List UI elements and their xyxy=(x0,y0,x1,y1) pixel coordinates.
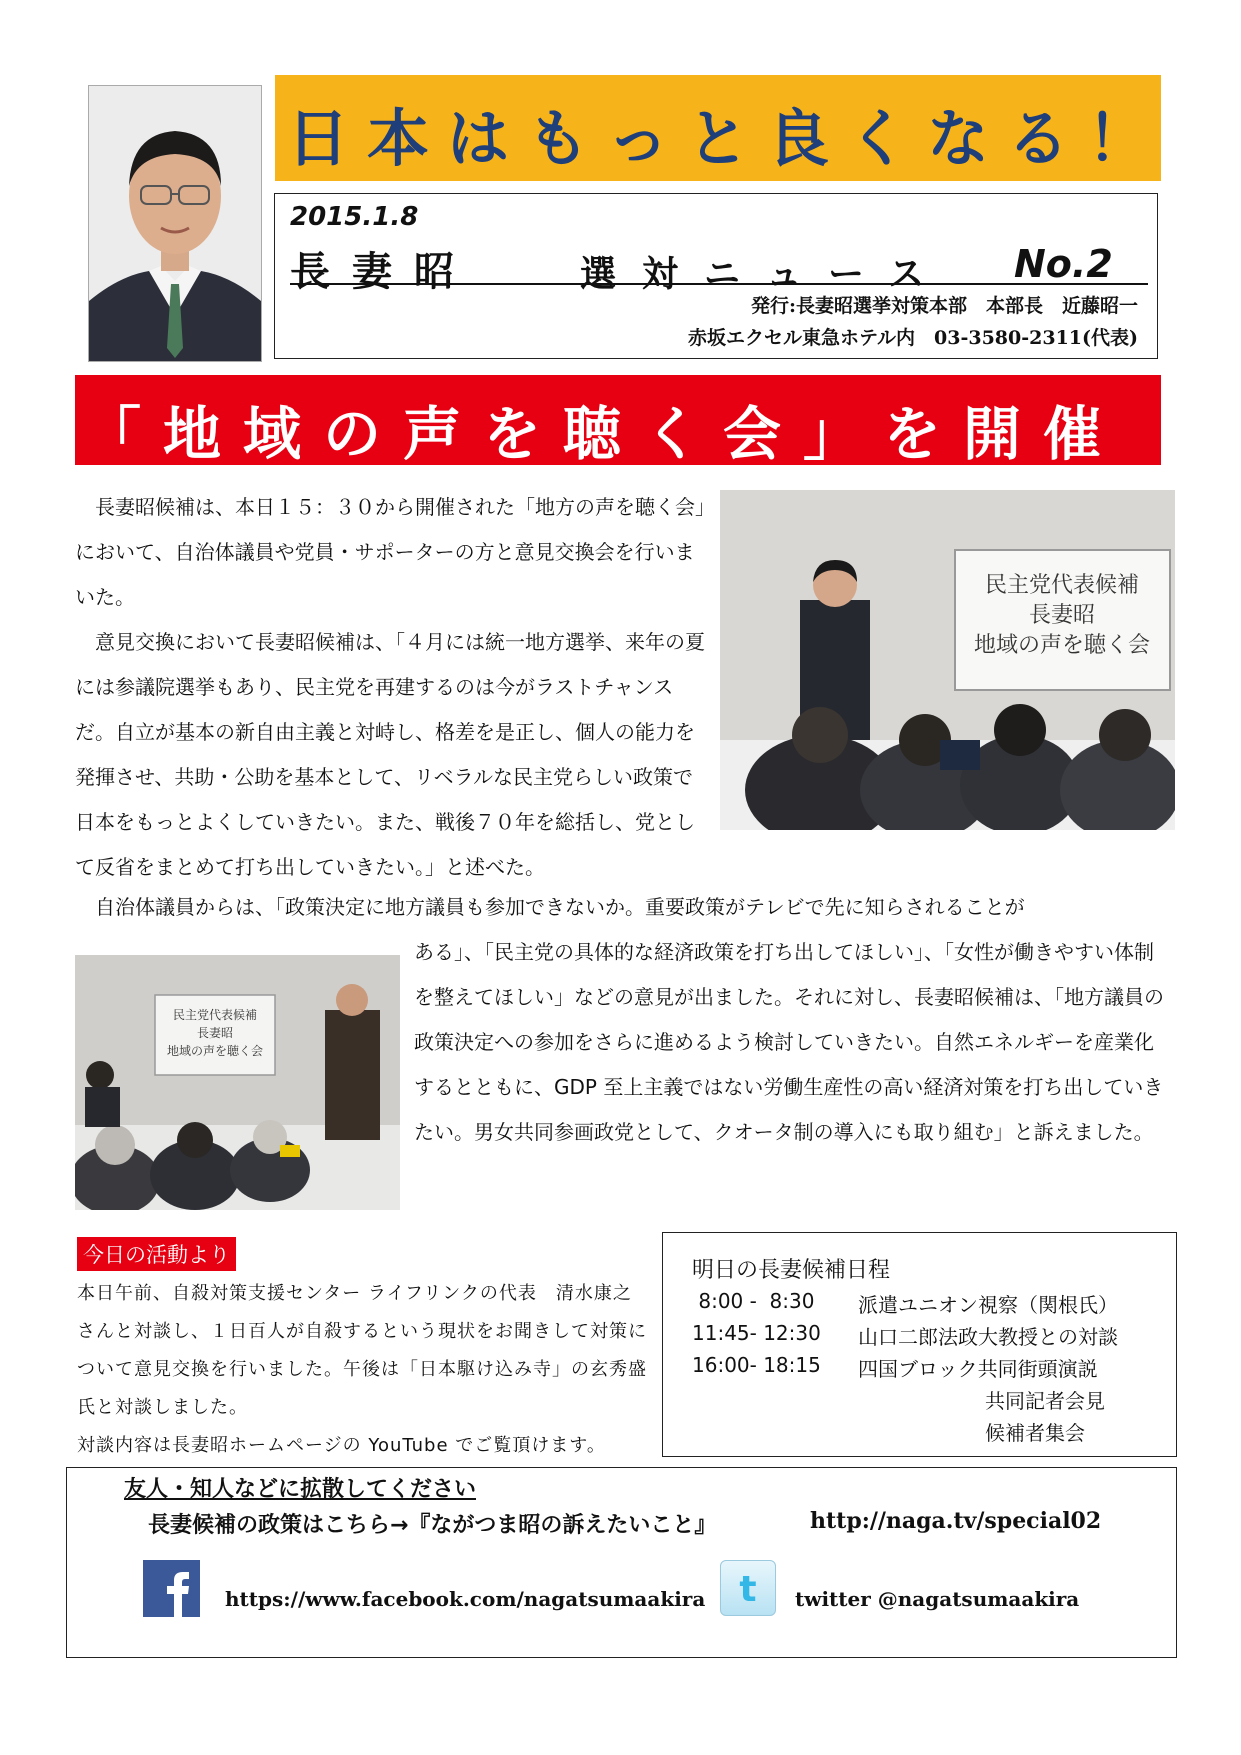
article-paragraph-3-rest: ある」、「民主党の具体的な経済政策を打ち出してほしい」、「女性が働きやすい体制を整えてほしい」などの意見が出ました。それに対し、長妻昭候補は、「地方議員の政策決定への参加をさらに進めるよう検討していきたい。自然エネルギーを産業化するとともに、GDP 至上主義ではない労働生産性の高い経済対策を打ち出していきたい。男女共同参画政党として、クオータ制の導入にも取り組む」と訴えました。 xyxy=(414,940,1164,1144)
activity-badge: 今日の活動より xyxy=(77,1237,236,1271)
schedule-extra-1: 共同記者会見 xyxy=(985,1389,1105,1413)
policy-line: 長妻候補の政策はこちら→『ながつま昭の訴えたいこと』 xyxy=(148,1513,717,1538)
masthead-divider xyxy=(290,283,1148,285)
photo1-sign-line-1: 民主党代表候補 xyxy=(984,573,1140,598)
twitter-icon[interactable] xyxy=(720,1560,776,1616)
article-paragraph-2 xyxy=(75,620,708,890)
event-banner xyxy=(75,375,1161,468)
activity-note: 対談内容は長妻昭ホームページの YouTube でご覧頂けます。 xyxy=(77,1435,606,1456)
candidate-name: 長妻昭 xyxy=(290,249,476,295)
photo2-sign-line-3: 地域の声を聴く会 xyxy=(166,1044,264,1058)
share-heading: 友人・知人などに拡散してください xyxy=(124,1477,477,1502)
headline-banner xyxy=(275,75,1168,181)
article-p3-first-line: 自治体議員からは、「政策決定に地方議員も参加できないか。重要政策がテレビで先に知らされることが xyxy=(95,895,1025,919)
photo1-sign-line-3: 地域の声を聴く会 xyxy=(973,633,1151,658)
schedule-event-3: 四国ブロック共同街頭演説 xyxy=(858,1357,1098,1381)
article-paragraph-1 xyxy=(75,485,708,620)
schedule-time-2: 11:45- 12:30 xyxy=(692,1321,821,1345)
photo2-sign-line-1: 民主党代表候補 xyxy=(172,1008,258,1022)
photo1-sign-line-2: 長妻昭 xyxy=(1028,603,1096,628)
news-title: 選対ニュース xyxy=(580,254,951,295)
schedule-extra-2: 候補者集会 xyxy=(985,1421,1085,1445)
twitter-link[interactable]: twitter @nagatsumaakira xyxy=(795,1587,1080,1611)
portrait-illustration xyxy=(89,86,261,361)
article-p2-text: 意見交換において長妻昭候補は、「４月には統一地方選挙、来年の夏には参議院選挙もあり、民主党を再建するのは今がラストチャンスだ。自立が基本の新自由主義と対峙し、格差を是正し、個人の能力を発揮させ、共助・公助を基本として、リベラルな民主党らしい政策で日本をもっとよくしていきたい。また、戦後７０年を総括し、党として反省をまとめて打ち出していきたい。」と述べた。 xyxy=(75,630,705,879)
candidate-portrait xyxy=(88,85,262,362)
activity-body-text: 本日午前、自殺対策支援センター ライフリンクの代表 清水康之さんと対談し、１日百人が自殺するという現状をお聞きして対策について意見交換を行いました。午後は「日本駆け込み寺」の玄秀盛氏と対談しました。 xyxy=(77,1283,647,1418)
article-paragraph-3-first-line xyxy=(75,885,1165,930)
activity-section xyxy=(77,1275,647,1465)
issue-number: No.2 xyxy=(1014,242,1113,286)
meeting-photo-1 xyxy=(720,490,1175,830)
facebook-icon[interactable] xyxy=(143,1560,200,1617)
schedule-event-1: 派遣ユニオン視察（関根氏） xyxy=(858,1293,1118,1317)
svg-text:t: t xyxy=(739,1569,757,1610)
article-p1-text: 長妻昭候補は、本日１５：３０から開催された「地方の声を聴く会」において、自治体議員や党員・サポーターの方と意見交換会を行いまいた。 xyxy=(75,495,705,609)
meeting-photo-2 xyxy=(75,955,400,1210)
schedule-time-1: 8:00 - 8:30 xyxy=(692,1289,815,1313)
event-banner-text: 「地域の声を聴く会」を開催 xyxy=(83,400,1124,468)
headline-text: 日本はもっと良くなる！ xyxy=(287,102,1168,175)
schedule-title: 明日の長妻候補日程 xyxy=(692,1258,891,1283)
facebook-link[interactable]: https://www.facebook.com/nagatsumaakira xyxy=(225,1587,706,1611)
schedule-event-2: 山口二郎法政大教授との対談 xyxy=(858,1325,1118,1349)
policy-link[interactable]: http://naga.tv/special02 xyxy=(810,1508,1102,1534)
publisher-line: 発行:長妻昭選挙対策本部 本部長 近藤昭一 xyxy=(750,295,1138,317)
photo2-sign-line-2: 長妻昭 xyxy=(196,1026,234,1040)
address-line: 赤坂エクセル東急ホテル内 03-3580-2311(代表) xyxy=(687,327,1138,349)
issue-date: 2015.1.8 xyxy=(290,202,419,232)
schedule-time-3: 16:00- 18:15 xyxy=(692,1353,821,1377)
